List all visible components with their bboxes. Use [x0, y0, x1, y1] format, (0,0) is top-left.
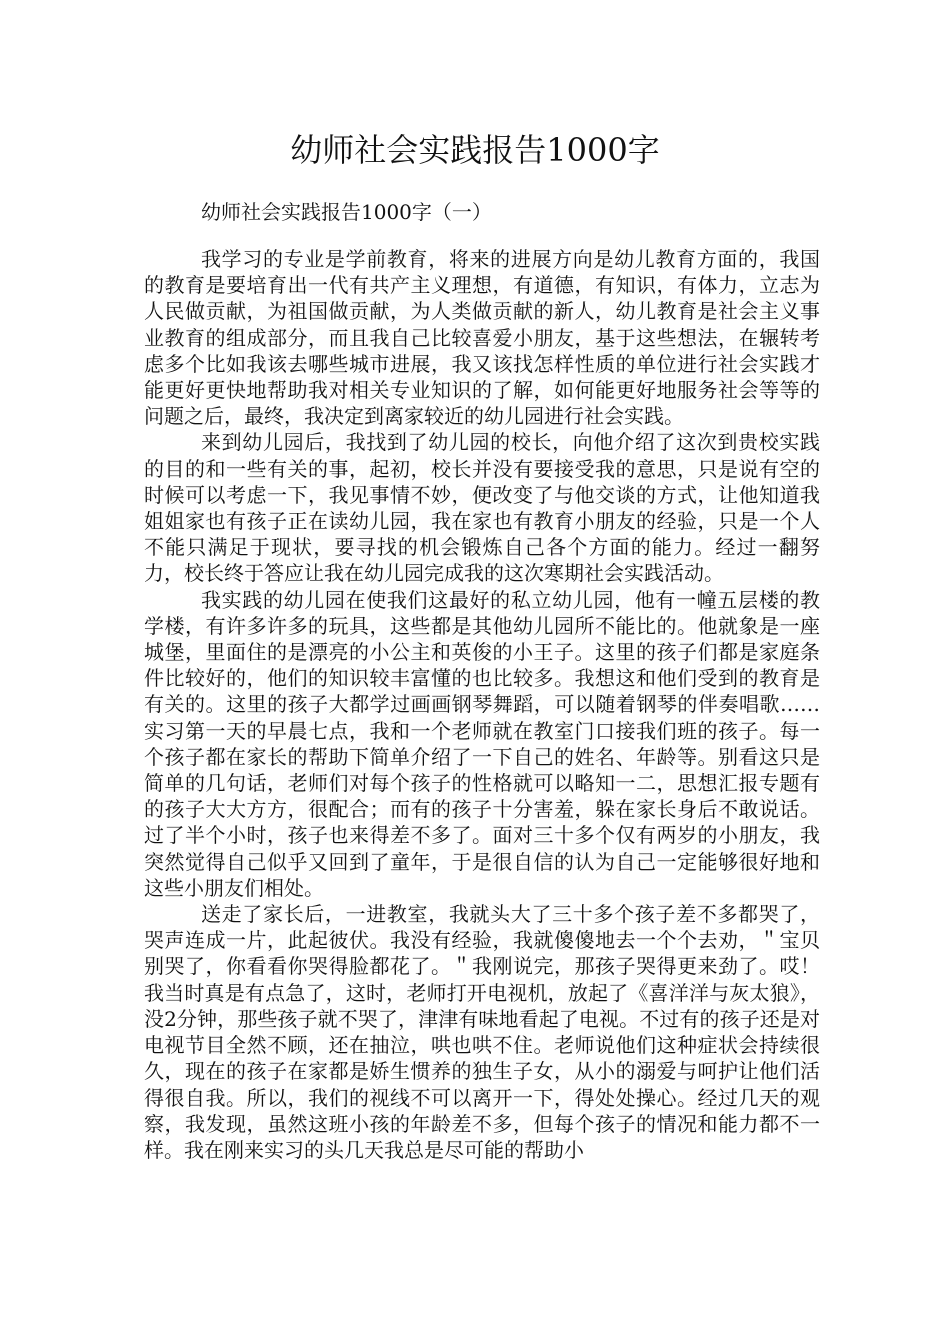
- document-body: [144, 246, 820, 1163]
- paragraph: 我实践的幼儿园在使我们这最好的私立幼儿园，他有一幢五层楼的教学楼，有许多许多的玩具，这些都是其他幼儿园所不能比的。他就象是一座城堡，里面住的是漂亮的小公主和英俊的小王子。这里的孩子们都是家庭条件比较好的，他们的知识较丰富懂的也比较多。我想这和他们受到的教育是有关的。这里的孩子大都学过画画钢琴舞蹈，可以随着钢琴的伴奏唱歌……实习第一天的早晨七点，我和一个老师就在教室门口接我们班的孩子。每一个孩子都在家长的帮助下简单介绍了一下自己的姓名、年龄等。别看这只是简单的几句话，老师们对每个孩子的性格就可以略知一二，思想汇报专题有的孩子大大方方，很配合；而有的孩子十分害羞，躲在家长身后不敢说话。过了半个小时，孩子也来得差不多了。面对三十多个仅有两岁的小朋友，我突然觉得自己似乎又回到了童年，于是很自信的认为自己一定能够很好地和这些小朋友们相处。: [144, 587, 820, 900]
- document-title: 幼师社会实践报告1000字: [290, 131, 660, 169]
- paragraph: 来到幼儿园后，我找到了幼儿园的校长，向他介绍了这次到贵校实践的目的和一些有关的事，起初，校长并没有要接受我的意思，只是说有空的时候可以考虑一下，我见事情不妙，便改变了与他交谈的方式，让他知道我姐姐家也有孩子正在读幼儿园，我在家也有教育小朋友的经验，只是一个人不能只满足于现状，要寻找的机会锻炼自己各个方面的能力。经过一翻努力，校长终于答应让我在幼儿园完成我的这次寒期社会实践活动。: [144, 430, 820, 586]
- document-subtitle: 幼师社会实践报告1000字（一）: [201, 200, 492, 224]
- paragraph: 我学习的专业是学前教育，将来的进展方向是幼儿教育方面的，我国的教育是要培育出一代有共产主义理想，有道德，有知识，有体力，立志为人民做贡献，为祖国做贡献，为人类做贡献的新人，幼儿教育是社会主义事业教育的组成部分，而且我自己比较喜爱小朋友，基于这些想法，在辗转考虑多个比如我该去哪些城市进展，我又该找怎样性质的单位进行社会实践才能更好更快地帮助我对相关专业知识的了解，如何能更好地服务社会等等的问题之后，最终，我决定到离家较近的幼儿园进行社会实践。: [144, 247, 820, 429]
- paragraph: 送走了家长后，一进教室，我就头大了三十多个孩子差不多都哭了，哭声连成一片，此起彼伏。我没有经验，我就傻傻地去一个个去劝，＂宝贝别哭了，你看看你哭得脸都花了。＂我刚说完，那孩子哭得更来劲了。哎！我当时真是有点急了，这时，老师打开电视机，放起了《喜洋洋与灰太狼》，没2分钟，那些孩子就不哭了，津津有味地看起了电视。不过有的孩子还是对电视节目全然不顾，还在抽泣，哄也哄不住。老师说他们这种症状会持续很久，现在的孩子在家都是娇生惯养的独生子女，从小的溺爱与呵护让他们活得很自我。所以，我们的视线不可以离开一下，得处处操心。经过几天的观察，我发现，虽然这班小孩的年龄差不多，但每个孩子的情况和能力都不一样。我在刚来实习的头几天我总是尽可能的帮助小: [144, 902, 820, 1162]
